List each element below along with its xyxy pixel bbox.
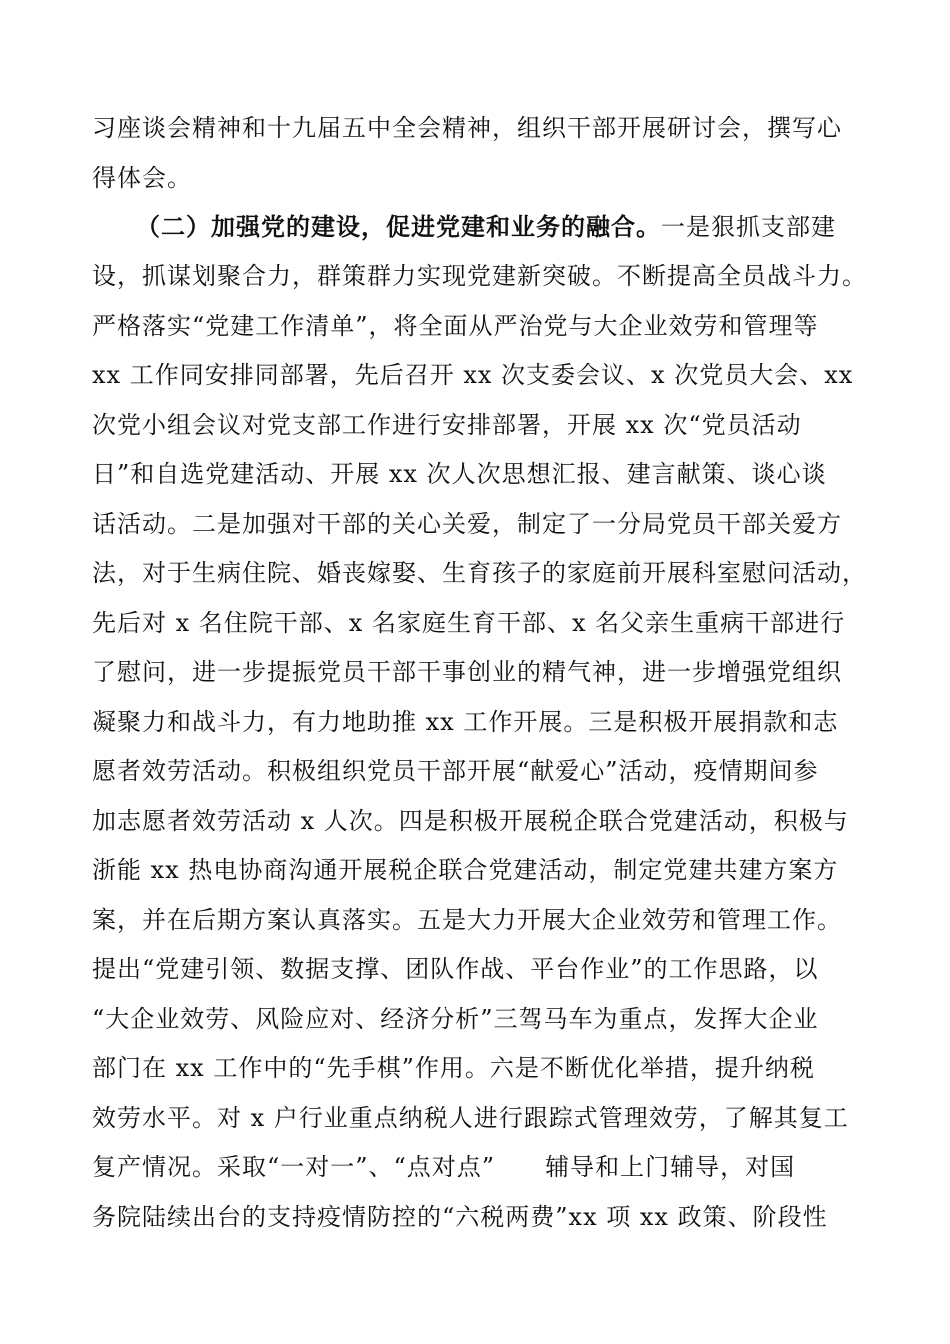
section-heading-line	[136, 210, 836, 244]
text-line-20: 部门在 xx 工作中的“先手棋”作用。六是不断优化举措，提升纳税	[92, 1054, 815, 1082]
text-line-16: 浙能 xx 热电协商沟通开展税企联合党建活动，制定党建共建方案方	[92, 856, 839, 884]
section-heading-continuation: 一是狠抓支部建	[661, 213, 836, 241]
text-line-12: 了慰问，进一步提振党员干部干事创业的精气神，进一步增强党组织	[92, 658, 842, 686]
text-line-11: 先后对 x 名住院干部、x 名家庭生育干部、x 名父亲生重病干部进行	[92, 609, 846, 637]
text-line-9: 话活动。二是加强对干部的关心关爱，制定了一分局党员干部关爱方	[92, 510, 842, 538]
text-line-13: 凝聚力和战斗力，有力地助推 xx 工作开展。三是积极开展捐款和志	[92, 708, 839, 736]
text-line-1: 习座谈会精神和十九届五中全会精神，组织干部开展研讨会，撰写心	[92, 114, 842, 142]
text-line-8: 日”和自选党建活动、开展 xx 次人次思想汇报、建言献策、谈心谈	[92, 460, 827, 488]
text-line-5: 严格落实“党建工作清单”，将全面从严治党与大企业效劳和管理等	[92, 312, 819, 340]
text-line-2: 得体会。	[92, 164, 192, 192]
text-line-10: 法，对于生病住院、婚丧嫁娶、生育孩子的家庭前开展科室慰问活动，	[92, 559, 867, 587]
text-line-19: “大企业效劳、风险应对、经济分析”三驾马车为重点，发挥大企业	[92, 1005, 819, 1033]
text-line-6: xx 工作同安排同部署，先后召开 xx 次支委会议、x 次党员大会、xx	[92, 361, 854, 389]
text-line-23: 务院陆续出台的支持疫情防控的“六税两费”xx 项 xx 政策、阶段性	[92, 1203, 828, 1231]
text-line-7: 次党小组会议对党支部工作进行安排部署，开展 xx 次“党员活动	[92, 411, 802, 439]
text-line-4: 设，抓谋划聚合力，群策群力实现党建新突破。不断提高全员战斗力。	[92, 262, 867, 290]
text-line-22: 复产情况。采取“一对一”、“点对点” 辅导和上门辅导，对国	[92, 1153, 796, 1181]
text-line-14: 愿者效劳活动。积极组织党员干部开展“献爱心”活动，疫情期间参	[92, 757, 819, 785]
section-heading: （二）加强党的建设，促进党建和业务的融合。	[136, 212, 661, 241]
text-line-15: 加志愿者效劳活动 x 人次。四是积极开展税企联合党建活动，积极与	[92, 807, 849, 835]
text-line-17: 案，并在后期方案认真落实。五是大力开展大企业效劳和管理工作。	[92, 906, 842, 934]
text-line-21: 效劳水平。对 x 户行业重点纳税人进行跟踪式管理效劳，了解其复工	[92, 1104, 849, 1132]
text-line-18: 提出“党建引领、数据支撑、团队作战、平台作业”的工作思路，以	[92, 955, 819, 983]
